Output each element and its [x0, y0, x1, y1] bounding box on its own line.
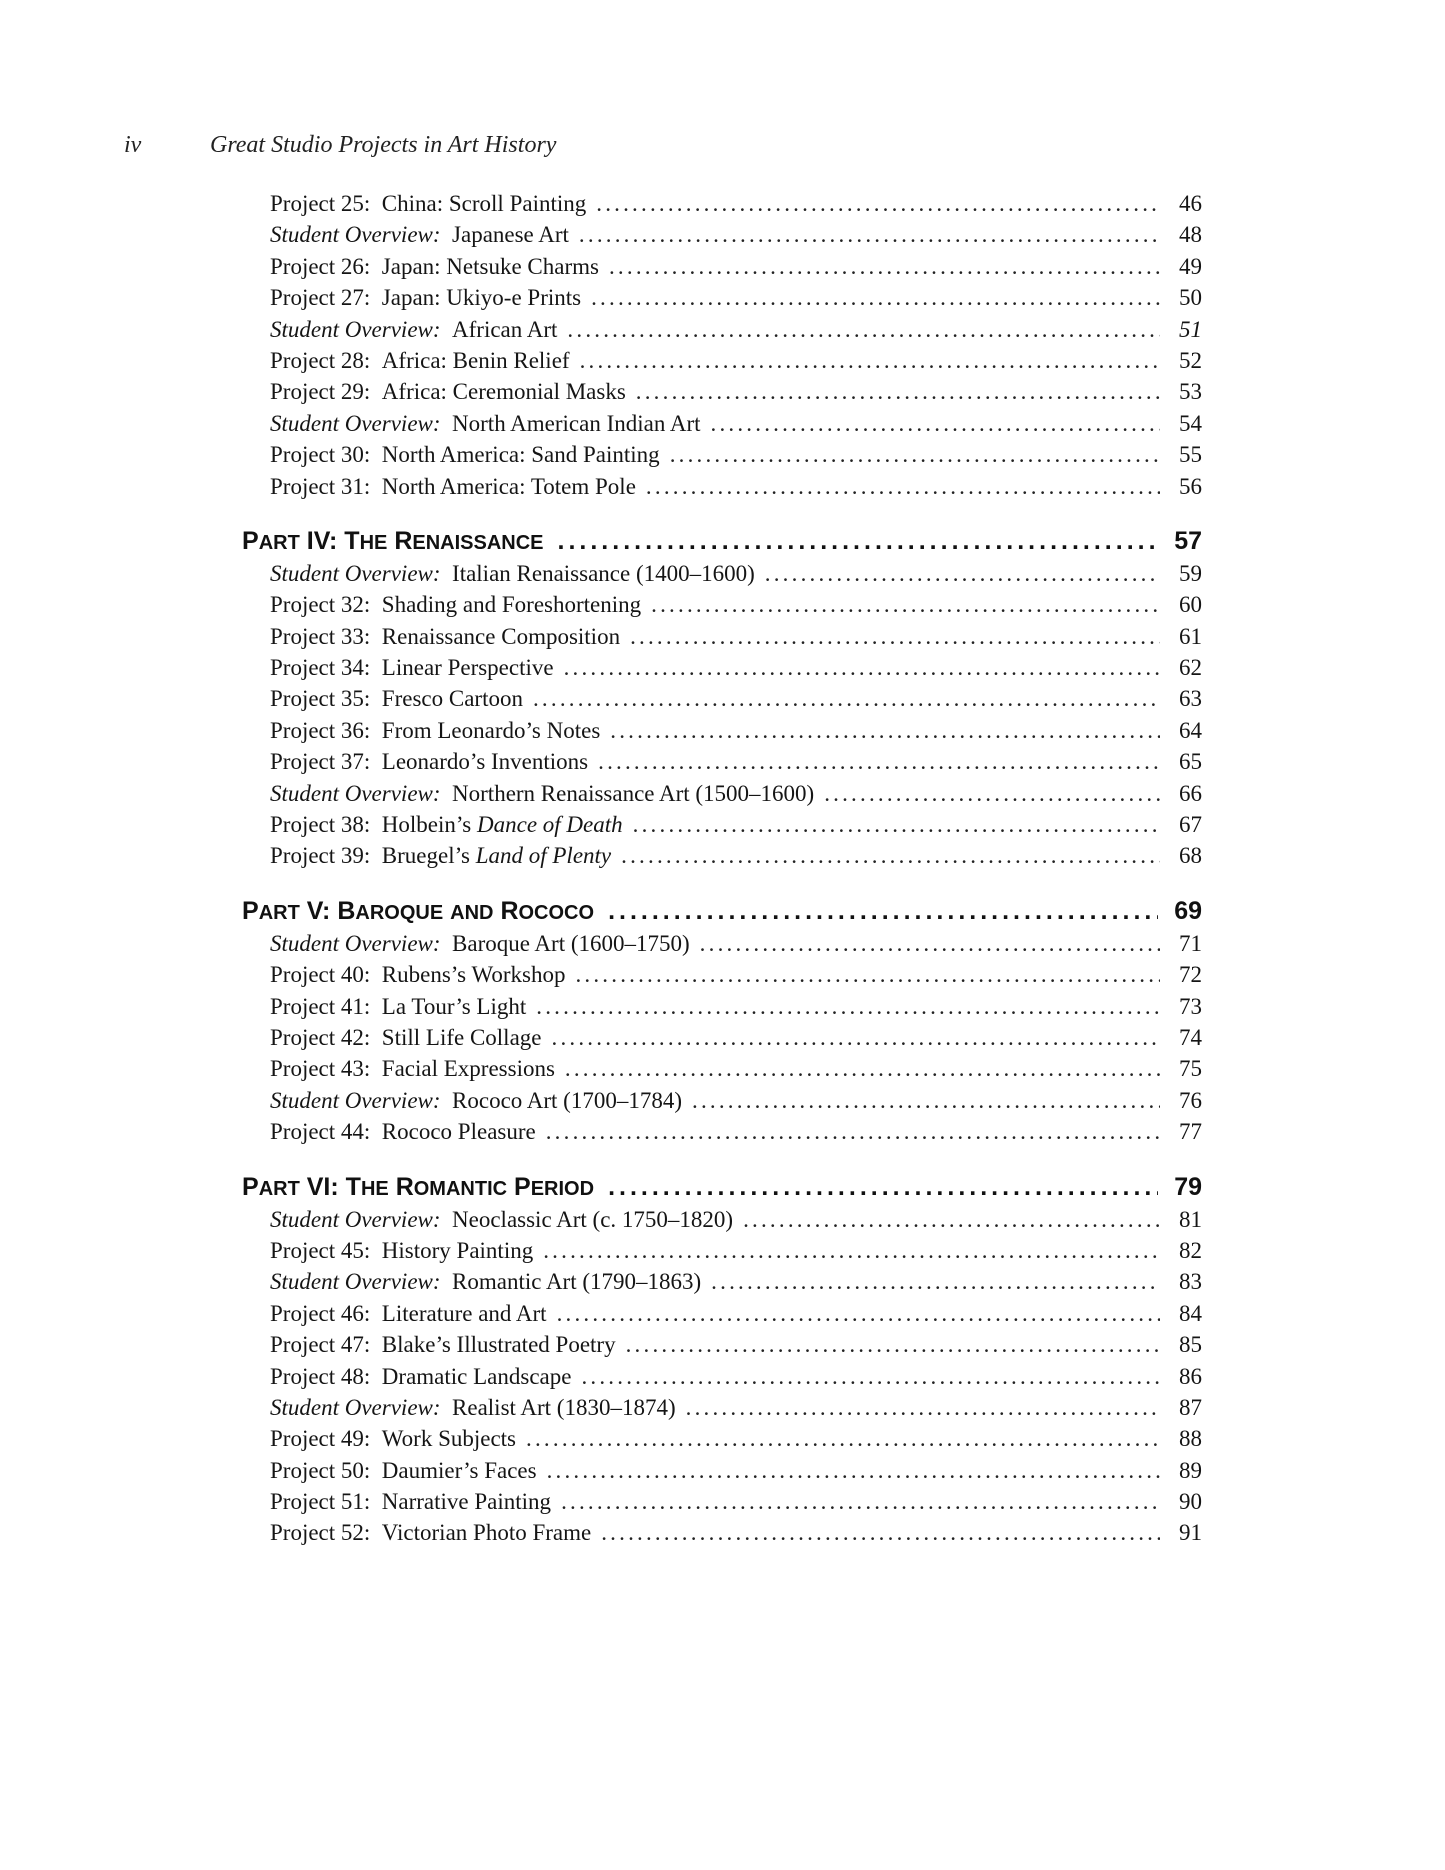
toc-entry[interactable]	[242, 1116, 1202, 1147]
entry-prefix: Project 25:	[270, 191, 371, 216]
toc-entry[interactable]	[242, 1455, 1202, 1486]
toc-entry[interactable]	[242, 471, 1202, 502]
book-title: Great Studio Projects in Art History	[210, 132, 557, 158]
entry-title: History Painting	[381, 1237, 534, 1263]
entry-prefix: Project 50:	[270, 1457, 371, 1483]
entry-prefix: Project 43:	[270, 1056, 371, 1082]
toc-entry[interactable]	[242, 1423, 1202, 1454]
entry-prefix: Project 37:	[270, 749, 371, 775]
entry-label	[270, 219, 569, 250]
dot-leader	[526, 1423, 1160, 1454]
entry-title: Rococo Pleasure	[381, 1119, 536, 1145]
part-page-number: 79	[1174, 1172, 1202, 1201]
toc-entry[interactable]	[242, 1361, 1202, 1392]
entry-label	[270, 1298, 547, 1329]
entry-label	[270, 1266, 701, 1297]
entry-prefix: Project 32:	[270, 592, 371, 618]
page-number: 73	[1179, 993, 1202, 1019]
page-number: 46	[1179, 191, 1202, 216]
toc-entry[interactable]	[242, 778, 1202, 809]
page-number: 84	[1179, 1300, 1202, 1326]
entry-title: North American Indian Art	[452, 410, 701, 436]
dot-leader	[636, 376, 1160, 407]
entry-label	[270, 408, 701, 439]
dot-leader	[630, 621, 1160, 652]
entry-label	[270, 471, 636, 502]
dot-leader	[711, 1266, 1160, 1297]
toc-entry[interactable]	[242, 558, 1202, 589]
entry-title: Neoclassic Art (c. 1750–1820)	[452, 1206, 734, 1232]
entry-title: Facial Expressions	[381, 1056, 555, 1082]
entry-prefix: Project 30:	[270, 442, 371, 468]
page-number: 91	[1179, 1520, 1202, 1546]
entry-title: Realist Art (1830–1874)	[452, 1394, 676, 1420]
page-folio: iv	[124, 132, 142, 158]
entry-title: Leonardo’s Inventions	[381, 749, 589, 775]
part-heading[interactable]	[242, 524, 1202, 558]
entry-label	[270, 1235, 533, 1266]
dot-leader	[686, 1392, 1160, 1423]
entry-prefix: Project 33:	[270, 623, 371, 649]
entry-title: Italian Renaissance (1400–1600)	[452, 560, 755, 586]
page-number: 53	[1179, 379, 1202, 405]
entry-title: Dramatic Landscape	[381, 1363, 572, 1389]
entry-title: North America: Sand Painting	[381, 442, 660, 468]
page-number: 86	[1179, 1363, 1202, 1389]
page-number: 61	[1179, 623, 1202, 649]
page-number: 71	[1179, 930, 1202, 956]
page-number: 75	[1179, 1056, 1202, 1082]
entry-prefix: Project 28:	[270, 347, 371, 373]
page-number: 90	[1179, 1489, 1202, 1515]
entry-label	[270, 621, 620, 652]
entry-prefix: Project 26:	[270, 253, 371, 279]
toc-entry[interactable]	[242, 683, 1202, 714]
dot-leader	[558, 524, 1158, 558]
page-number: 48	[1179, 222, 1202, 248]
entry-label	[270, 959, 565, 990]
entry-prefix: Student Overview:	[270, 1394, 441, 1420]
page-number: 59	[1179, 560, 1202, 586]
part-page-number: 69	[1174, 896, 1202, 925]
entry-title: Japan: Netsuke Charms	[381, 253, 599, 279]
entry-title: China: Scroll Painting	[381, 191, 587, 216]
page-number: 52	[1179, 347, 1202, 373]
toc-entry[interactable]	[242, 219, 1202, 250]
dot-leader	[579, 219, 1160, 250]
entry-title: Still Life Collage	[381, 1024, 542, 1050]
entry-title: Work Subjects	[381, 1426, 517, 1452]
entry-title: Baroque Art (1600–1750)	[452, 930, 690, 956]
entry-prefix: Student Overview:	[270, 316, 441, 342]
page-number: 51	[1179, 316, 1202, 342]
entry-label	[270, 589, 641, 620]
part-title: THE ROMANTIC PERIOD	[345, 1172, 595, 1201]
entry-prefix: Project 49:	[270, 1426, 371, 1452]
page-number: 88	[1179, 1426, 1202, 1452]
page-number: 87	[1179, 1394, 1202, 1420]
part-title: THE RENAISSANCE	[344, 526, 544, 555]
entry-prefix: Project 34:	[270, 655, 371, 681]
entry-label	[270, 1392, 676, 1423]
entry-label	[270, 439, 660, 470]
entry-prefix: Student Overview:	[270, 1087, 441, 1113]
entry-title: From Leonardo’s Notes	[381, 717, 601, 743]
entry-label	[270, 314, 557, 345]
entry-prefix: Project 35:	[270, 686, 371, 712]
entry-label	[270, 1486, 551, 1517]
entry-prefix: Project 38:	[270, 812, 371, 838]
entry-label	[270, 1455, 537, 1486]
part-number: PART IV:	[242, 526, 338, 555]
entry-title: Blake’s Illustrated Poetry	[381, 1332, 616, 1358]
entry-label	[270, 1329, 616, 1360]
entry-prefix: Project 47:	[270, 1332, 371, 1358]
entry-prefix: Project 27:	[270, 285, 371, 311]
toc-entry[interactable]	[242, 959, 1202, 990]
part-label	[242, 894, 594, 930]
entry-title: Africa: Benin Relief	[381, 347, 570, 373]
entry-label	[270, 991, 526, 1022]
dot-leader	[567, 314, 1160, 345]
table-of-contents	[242, 188, 1202, 1549]
entry-prefix: Project 36:	[270, 717, 371, 743]
dot-leader	[610, 715, 1160, 746]
toc-entry[interactable]	[242, 1053, 1202, 1084]
dot-leader	[557, 1298, 1160, 1329]
toc-entry[interactable]	[242, 715, 1202, 746]
entry-prefix: Student Overview:	[270, 930, 441, 956]
page-number: 49	[1179, 253, 1202, 279]
dot-leader	[580, 345, 1160, 376]
entry-label	[270, 1204, 733, 1235]
toc-entry[interactable]	[242, 991, 1202, 1022]
entry-prefix: Project 41:	[270, 993, 371, 1019]
part-number: PART V:	[242, 896, 331, 925]
entry-label	[270, 1361, 571, 1392]
entry-label	[270, 251, 599, 282]
toc-entry[interactable]	[242, 251, 1202, 282]
entry-label	[270, 809, 623, 840]
entry-prefix: Project 39:	[270, 843, 371, 869]
entry-label	[270, 683, 523, 714]
entry-label	[270, 778, 814, 809]
page-number: 65	[1179, 749, 1202, 775]
entry-prefix: Project 31:	[270, 473, 371, 499]
toc-entry[interactable]	[242, 376, 1202, 407]
entry-prefix: Project 48:	[270, 1363, 371, 1389]
entry-label	[270, 188, 586, 219]
toc-entry[interactable]	[242, 928, 1202, 959]
toc-entry[interactable]	[242, 408, 1202, 439]
dot-leader	[564, 652, 1160, 683]
entry-prefix: Project 44:	[270, 1119, 371, 1145]
toc-entry[interactable]	[242, 589, 1202, 620]
entry-work-title: Dance of Death	[477, 812, 623, 838]
toc-entry[interactable]	[242, 840, 1202, 871]
dot-leader	[765, 558, 1160, 589]
toc-entry[interactable]	[242, 1085, 1202, 1116]
toc-entry[interactable]	[242, 1517, 1202, 1548]
entry-title: Romantic Art (1790–1863)	[452, 1269, 702, 1295]
entry-title: North America: Totem Pole	[381, 473, 636, 499]
entry-label	[270, 928, 690, 959]
entry-title: Renaissance Composition	[381, 623, 621, 649]
dot-leader	[596, 188, 1160, 219]
page-number: 60	[1179, 592, 1202, 618]
dot-leader	[743, 1204, 1160, 1235]
dot-leader	[670, 439, 1160, 470]
page-number: 81	[1179, 1206, 1202, 1232]
entry-label	[270, 652, 554, 683]
entry-title: Victorian Photo Frame	[381, 1520, 592, 1546]
dot-leader	[608, 894, 1158, 928]
entry-prefix: Student Overview:	[270, 222, 441, 248]
dot-leader	[581, 1361, 1160, 1392]
dot-leader	[546, 1116, 1160, 1147]
toc-entry[interactable]	[242, 1329, 1202, 1360]
dot-leader	[621, 840, 1160, 871]
page-number: 76	[1179, 1087, 1202, 1113]
dot-leader	[824, 778, 1160, 809]
dot-leader	[646, 471, 1160, 502]
toc-entry[interactable]	[242, 1392, 1202, 1423]
entry-label	[270, 1053, 555, 1084]
page-number: 83	[1179, 1269, 1202, 1295]
entry-title: Bruegel’s	[381, 843, 476, 869]
dot-leader	[651, 589, 1160, 620]
dot-leader	[547, 1455, 1160, 1486]
entry-title: Fresco Cartoon	[381, 686, 523, 712]
part-label	[242, 524, 544, 560]
entry-label	[270, 345, 570, 376]
entry-label	[270, 376, 626, 407]
entry-prefix: Project 45:	[270, 1237, 371, 1263]
page-number: 82	[1179, 1237, 1202, 1263]
dot-leader	[598, 746, 1160, 777]
part-number: PART VI:	[242, 1172, 339, 1201]
entry-label	[270, 1022, 542, 1053]
dot-leader	[552, 1022, 1161, 1053]
dot-leader	[533, 683, 1160, 714]
entry-title: Holbein’s	[381, 812, 477, 838]
entry-prefix: Student Overview:	[270, 1206, 441, 1232]
toc-entry[interactable]	[242, 314, 1202, 345]
toc-entry[interactable]	[242, 1022, 1202, 1053]
entry-title: Rococo Art (1700–1784)	[452, 1087, 682, 1113]
page-number: 63	[1179, 686, 1202, 712]
page-number: 66	[1179, 780, 1202, 806]
page-number: 72	[1179, 962, 1202, 988]
toc-entry[interactable]	[242, 746, 1202, 777]
entry-title: Rubens’s Workshop	[381, 962, 566, 988]
page-number: 77	[1179, 1119, 1202, 1145]
dot-leader	[626, 1329, 1160, 1360]
entry-prefix: Project 52:	[270, 1520, 371, 1546]
running-head	[124, 132, 556, 159]
entry-title: Narrative Painting	[381, 1489, 552, 1515]
dot-leader	[692, 1085, 1160, 1116]
page-number: 64	[1179, 717, 1202, 743]
toc-entry[interactable]	[242, 1486, 1202, 1517]
entry-prefix: Project 42:	[270, 1024, 371, 1050]
page-number: 54	[1179, 410, 1202, 436]
entry-label	[270, 1085, 682, 1116]
entry-prefix: Project 40:	[270, 962, 371, 988]
dot-leader	[700, 928, 1160, 959]
dot-leader	[711, 408, 1161, 439]
part-page-number: 57	[1174, 526, 1202, 555]
entry-prefix: Student Overview:	[270, 780, 441, 806]
toc-entry[interactable]	[242, 1266, 1202, 1297]
entry-label	[270, 1517, 591, 1548]
toc-entry[interactable]	[242, 1298, 1202, 1329]
dot-leader	[536, 991, 1160, 1022]
entry-prefix: Student Overview:	[270, 560, 441, 586]
dot-leader	[601, 1517, 1160, 1548]
entry-work-title: Land of Plenty	[475, 843, 612, 869]
entry-title: Shading and Foreshortening	[381, 592, 642, 618]
part-title: BAROQUE AND ROCOCO	[337, 896, 595, 925]
entry-title: Japan: Ukiyo-e Prints	[381, 285, 582, 311]
dot-leader	[575, 959, 1160, 990]
toc-entry[interactable]	[242, 621, 1202, 652]
entry-title: Japanese Art	[452, 222, 569, 248]
entry-label	[270, 1423, 516, 1454]
dot-leader	[608, 1170, 1158, 1204]
entry-title: Linear Perspective	[381, 655, 554, 681]
entry-title: Literature and Art	[381, 1300, 547, 1326]
entry-prefix: Project 46:	[270, 1300, 371, 1326]
page-number: 62	[1179, 655, 1202, 681]
toc-entry[interactable]	[242, 345, 1202, 376]
page-number: 50	[1179, 285, 1202, 311]
dot-leader	[609, 251, 1160, 282]
entry-prefix: Student Overview:	[270, 410, 441, 436]
page-number: 74	[1179, 1024, 1202, 1050]
entry-title: La Tour’s Light	[381, 993, 527, 1019]
entry-title: Northern Renaissance Art (1500–1600)	[452, 780, 815, 806]
entry-label	[270, 840, 611, 871]
entry-prefix: Project 51:	[270, 1489, 371, 1515]
part-heading[interactable]	[242, 894, 1202, 928]
toc-entry[interactable]	[242, 282, 1202, 313]
part-label	[242, 1170, 594, 1206]
page-number: 85	[1179, 1332, 1202, 1358]
entry-label	[270, 282, 581, 313]
part-heading[interactable]	[242, 1170, 1202, 1204]
page-number: 67	[1179, 812, 1202, 838]
entry-label	[270, 558, 755, 589]
entry-title: Daumier’s Faces	[381, 1457, 537, 1483]
dot-leader	[561, 1486, 1160, 1517]
entry-prefix: Student Overview:	[270, 1269, 441, 1295]
dot-leader	[591, 282, 1160, 313]
dot-leader	[565, 1053, 1160, 1084]
toc-entry[interactable]	[242, 1204, 1202, 1235]
page-number: 55	[1179, 442, 1202, 468]
entry-label	[270, 1116, 536, 1147]
toc-entry[interactable]	[242, 809, 1202, 840]
dot-leader	[633, 809, 1160, 840]
toc-entry[interactable]	[242, 1235, 1202, 1266]
entry-title: Africa: Ceremonial Masks	[381, 379, 626, 405]
entry-label	[270, 746, 588, 777]
toc-entry[interactable]	[242, 439, 1202, 470]
entry-prefix: Project 29:	[270, 379, 371, 405]
page-number: 68	[1179, 843, 1202, 869]
toc-entry[interactable]	[242, 652, 1202, 683]
page-number: 89	[1179, 1457, 1202, 1483]
page-number: 56	[1179, 473, 1202, 499]
dot-leader	[543, 1235, 1160, 1266]
entry-label	[270, 715, 600, 746]
toc-entry[interactable]	[242, 188, 1202, 219]
entry-title: African Art	[452, 316, 558, 342]
